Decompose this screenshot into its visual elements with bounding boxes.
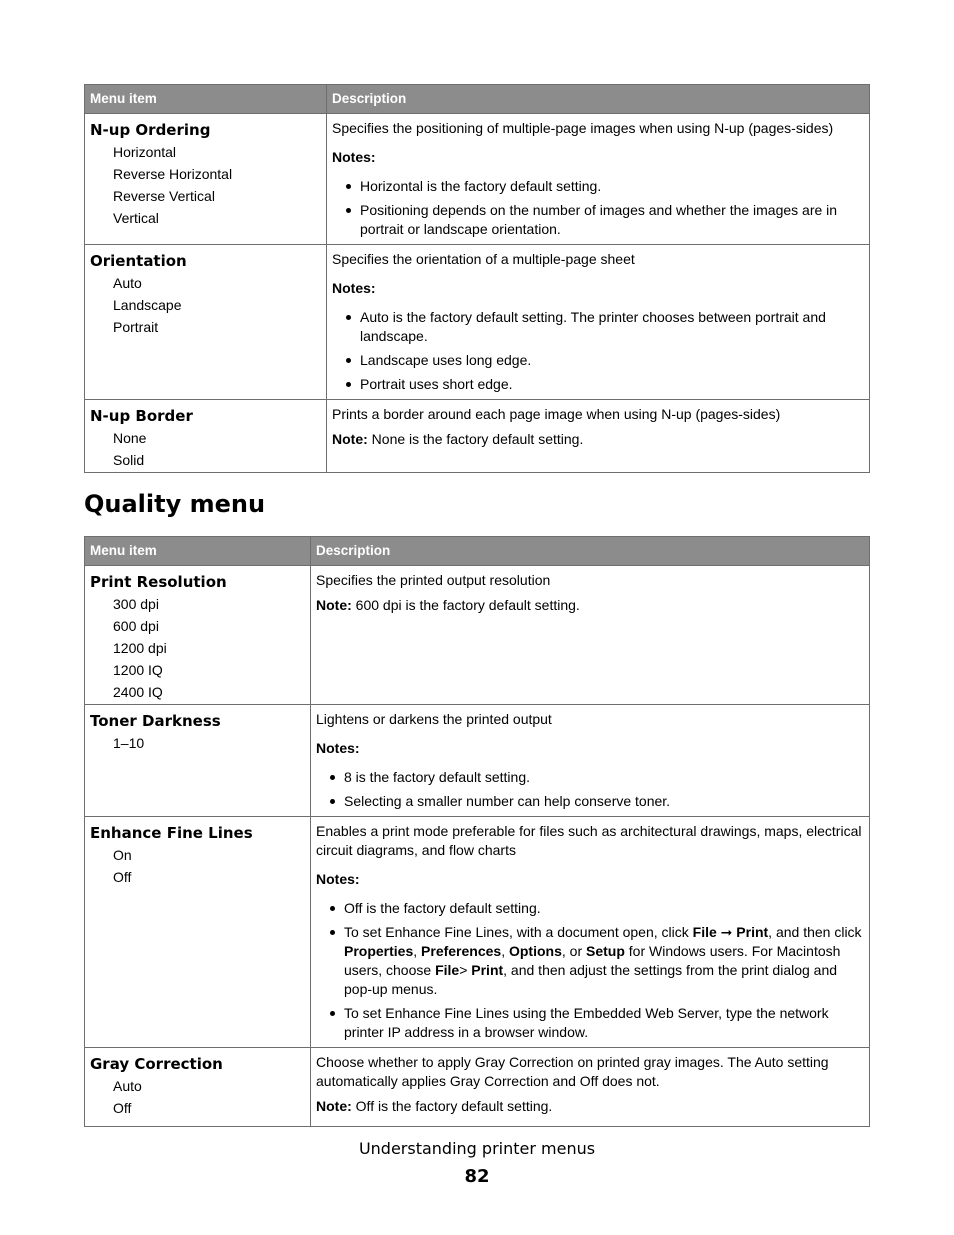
description-cell xyxy=(327,400,869,472)
menu-option: Solid xyxy=(113,452,145,468)
menu-option: 600 dpi xyxy=(113,618,159,634)
column-header-description: Description xyxy=(311,537,869,566)
note-line xyxy=(332,430,865,449)
notes-label: Notes: xyxy=(332,149,376,165)
bullet-text: , and then click xyxy=(768,924,862,940)
note-bullet xyxy=(344,923,865,999)
note-text: None is the factory default setting. xyxy=(367,431,584,447)
notes-list xyxy=(332,177,865,239)
note-bullet: 8 is the factory default setting. xyxy=(344,768,865,787)
table-row-gray-correction xyxy=(85,1048,869,1126)
menu-item-name: Gray Correction xyxy=(90,1055,223,1073)
description-text: Lightens or darkens the printed output xyxy=(316,711,552,727)
column-header-menu-item: Menu item xyxy=(85,85,327,114)
description-text: Prints a border around each page image when using N-up (pages-sides) xyxy=(332,406,781,422)
menu-option: None xyxy=(113,430,147,446)
note-bullet: Selecting a smaller number can help conserve toner. xyxy=(344,792,865,811)
bullet-text: for Windows users. For Macintosh users, choose xyxy=(344,943,841,978)
notes-label: Notes: xyxy=(316,871,360,887)
menu-item-name: Orientation xyxy=(90,252,187,270)
note-label: Note: xyxy=(316,1098,352,1114)
description-cell xyxy=(311,566,869,705)
section-heading: Quality menu xyxy=(84,490,266,518)
footer-title: Understanding printer menus xyxy=(358,1139,596,1158)
menu-item-cell xyxy=(85,245,327,400)
menu-table-layout xyxy=(84,84,870,473)
table-row-orientation xyxy=(85,245,869,400)
note-text: 600 dpi is the factory default setting. xyxy=(351,597,580,613)
table-row-nup-border xyxy=(85,400,869,472)
menu-item-cell xyxy=(85,705,311,817)
table-row-toner-darkness xyxy=(85,705,869,817)
note-line xyxy=(316,596,865,615)
bold-term: Preferences xyxy=(421,943,502,959)
note-bullet: To set Enhance Fine Lines using the Embedded Web Server, type the network printer IP address in a browser window. xyxy=(344,1004,865,1042)
bold-term: Setup xyxy=(586,943,625,959)
bullet-text: , xyxy=(413,943,422,959)
column-header-description: Description xyxy=(327,85,869,114)
menu-option: On xyxy=(113,847,132,863)
menu-option: 300 dpi xyxy=(113,596,159,612)
description-text: Specifies the orientation of a multiple-page sheet xyxy=(332,251,635,267)
note-label: Note: xyxy=(316,597,352,613)
bold-term: Print xyxy=(471,962,504,978)
menu-item-name: N-up Border xyxy=(90,407,193,425)
notes-label: Notes: xyxy=(332,280,376,296)
description-cell xyxy=(311,1048,869,1126)
description-cell xyxy=(327,114,869,245)
menu-option: Landscape xyxy=(113,297,182,313)
bold-term: Properties xyxy=(344,943,414,959)
menu-option: 1200 IQ xyxy=(113,662,163,678)
menu-option: Off xyxy=(113,869,132,885)
menu-option: Portrait xyxy=(113,319,159,335)
menu-item-cell xyxy=(85,1048,311,1126)
description-cell xyxy=(327,245,869,400)
menu-item-name: Print Resolution xyxy=(90,573,227,591)
menu-option: 1200 dpi xyxy=(113,640,167,656)
menu-item-name: N-up Ordering xyxy=(90,121,211,139)
menu-option: Reverse Horizontal xyxy=(113,166,233,182)
menu-item-cell xyxy=(85,566,311,705)
note-text: Off is the factory default setting. xyxy=(351,1098,553,1114)
notes-list xyxy=(332,308,865,394)
menu-option: Vertical xyxy=(113,210,159,226)
menu-option: 1–10 xyxy=(113,735,145,751)
menu-option: 2400 IQ xyxy=(113,684,163,700)
notes-list xyxy=(316,899,865,1042)
note-bullet: Portrait uses short edge. xyxy=(360,375,865,394)
note-bullet: Horizontal is the factory default setting. xyxy=(360,177,865,196)
description-text: Choose whether to apply Gray Correction on printed gray images. The Auto setting automatically applies Gray Correction and Off does not. xyxy=(316,1054,829,1089)
description-text: Specifies the positioning of multiple-page images when using N-up (pages-sides) xyxy=(332,120,834,136)
description-cell xyxy=(311,817,869,1048)
note-bullet: Off is the factory default setting. xyxy=(344,899,865,918)
note-label: Note: xyxy=(332,431,368,447)
menu-option: Auto xyxy=(113,1078,142,1094)
bold-term: Print xyxy=(736,924,769,940)
table-header-row xyxy=(85,537,869,566)
column-header-menu-item: Menu item xyxy=(85,537,311,566)
menu-item-name: Toner Darkness xyxy=(90,712,221,730)
bold-term: File xyxy=(692,924,717,940)
menu-option: Horizontal xyxy=(113,144,177,160)
table-row-print-resolution xyxy=(85,566,869,705)
menu-item-cell xyxy=(85,114,327,245)
description-text: Enables a print mode preferable for files such as architectural drawings, maps, electrical circuit diagrams, and flow charts xyxy=(316,823,862,858)
bullet-text: , or xyxy=(561,943,586,959)
menu-item-name: Enhance Fine Lines xyxy=(90,824,253,842)
menu-option: Auto xyxy=(113,275,142,291)
menu-option: Off xyxy=(113,1100,132,1116)
bullet-text: , xyxy=(501,943,509,959)
table-row-nup-ordering xyxy=(85,114,869,245)
menu-option: Reverse Vertical xyxy=(113,188,215,204)
description-text: Specifies the printed output resolution xyxy=(316,572,551,588)
bullet-text: To set Enhance Fine Lines, with a document open, click xyxy=(344,924,693,940)
arrow-icon: ➞ xyxy=(716,924,737,940)
note-line xyxy=(316,1097,865,1116)
table-header-row xyxy=(85,85,869,114)
note-bullet: Positioning depends on the number of images and whether the images are in portrait or landscape orientation. xyxy=(360,201,865,239)
note-bullet: Auto is the factory default setting. The printer chooses between portrait and landscape. xyxy=(360,308,865,346)
notes-label: Notes: xyxy=(316,740,360,756)
notes-list xyxy=(316,768,865,811)
description-cell xyxy=(311,705,869,817)
bold-term: Options xyxy=(508,943,562,959)
page-number: 82 xyxy=(464,1166,490,1187)
table-row-enhance-fine-lines xyxy=(85,817,869,1048)
bullet-text: > xyxy=(459,962,472,978)
bullet-text: , and then adjust the settings from the print dialog and pop-up menus. xyxy=(344,962,838,997)
note-bullet: Landscape uses long edge. xyxy=(360,351,865,370)
menu-item-cell xyxy=(85,400,327,472)
quality-menu-table-layout xyxy=(84,536,870,1127)
bold-term: File xyxy=(435,962,460,978)
menu-item-cell xyxy=(85,817,311,1048)
